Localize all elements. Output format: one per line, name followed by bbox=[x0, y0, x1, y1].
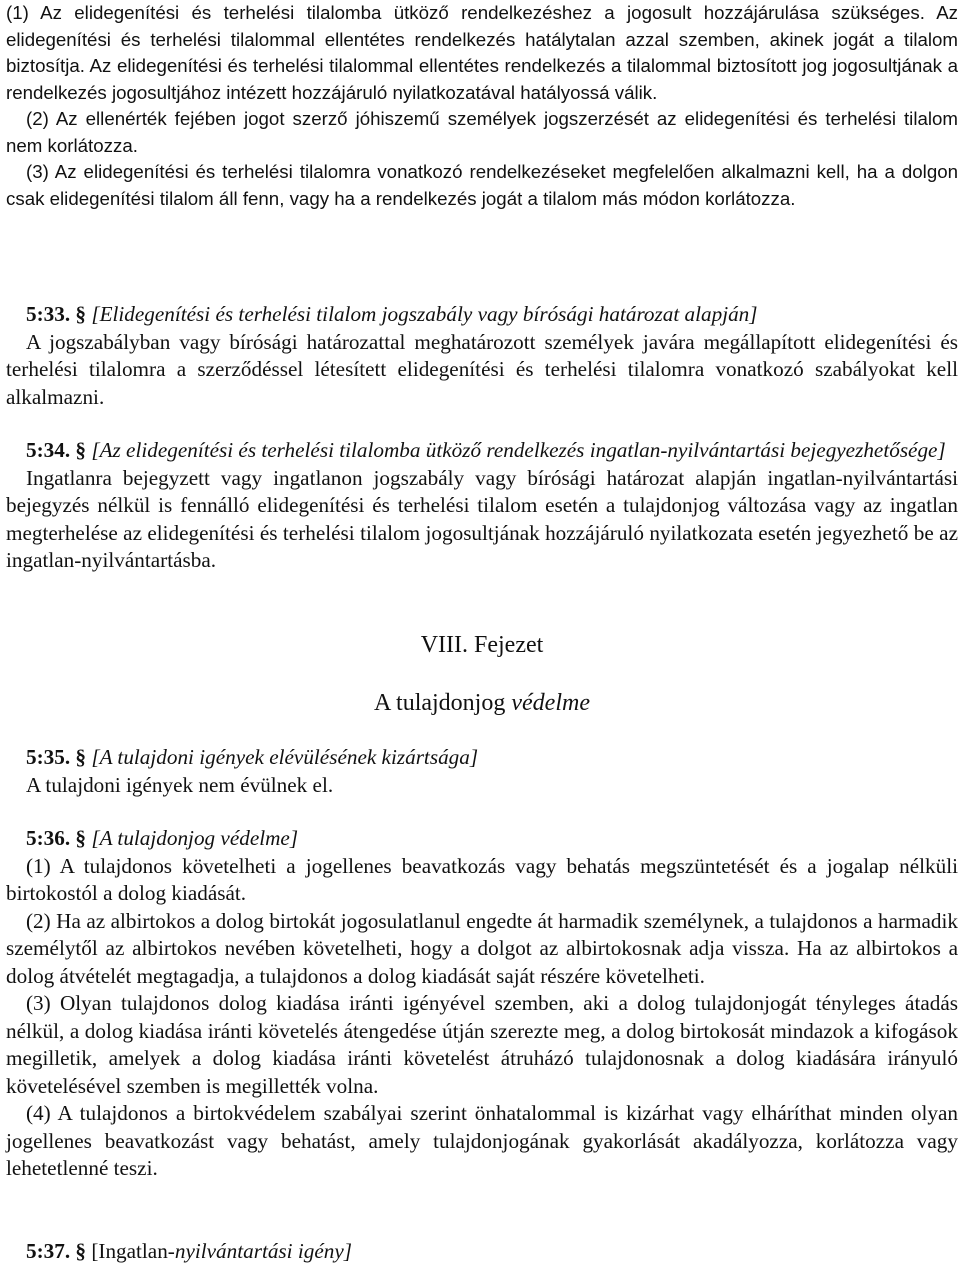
section-heading bbox=[6, 825, 958, 853]
paragraph-4: (4) A tulajdonos a birtokvédelem szabályai szerint önhatalommal is kizárhat vagy elháríthat minden olyan jogellenes beavatkozást vagy behatást, amely tulajdonjogának gyakorlását akadályozza, korlátozza vagy lehetetlenné teszi. bbox=[6, 1101, 958, 1180]
paragraph-1: (1) Az elidegenítési és terhelési tilalomba ütköző rendelkezéshez a jogosult hozzájárulása szükséges. Az elidegenítési és terhelési tilalommal ellentétes rendelkezés hatálytalan azzal szemben, akinek jogát a tilalom biztosítja. Az elidegenítési és terhelési tilalommal ellentétes rendelkezés a tilalommal biztosított jog jogosultjának a rendelkezés jogosultjához intézett hozzájáruló nyilatkozatával hatályossá válik. bbox=[6, 2, 958, 103]
chapter-title-block bbox=[6, 688, 958, 718]
section-number: 5:33. § bbox=[26, 302, 87, 326]
section-number: 5:34. § bbox=[26, 438, 87, 462]
paragraph-3: (3) Az elidegenítési és terhelési tilalomra vonatkozó rendelkezéseket megfelelően alkalmazni kell, ha a dolgon csak elidegenítési tilalom áll fenn, vagy ha a rendelkezés jogát a tilalom más módon korlátozza. bbox=[6, 161, 958, 209]
section-title: [Az elidegenítési és terhelési tilalomba ütköző rendelkezés ingatlan-nyilvántartási bejegyezhetősége] bbox=[91, 438, 946, 462]
section-text: Ingatlanra bejegyzett vagy ingatlanon jogszabály vagy bírósági határozat alapján ingatlan-nyilvántartási bejegyzés nélkül is fennálló elidegenítési és terhelési tilalom esetén a tulajdonjog változása vagy az ingatlan megterhelése az elidegenítési és terhelési tilalom jogosultjának hozzájáruló nyilatkozata esetén jegyezhető be az ingatlan-nyilvántartásba. bbox=[6, 465, 958, 572]
paragraph-2: (2) Az ellenérték fejében jogot szerző jóhiszemű személyek jogszerzését az elidegenítési és terhelési tilalom nem korlátozza. bbox=[6, 108, 958, 156]
section-heading bbox=[6, 301, 958, 329]
section-title: [Elidegenítési és terhelési tilalom jogszabály vagy bírósági határozat alapján] bbox=[91, 302, 758, 326]
section-5-33 bbox=[6, 301, 958, 411]
section-5-36 bbox=[6, 825, 958, 1183]
section-heading bbox=[6, 744, 958, 772]
section-number: 5:37. § bbox=[26, 1239, 87, 1263]
section-number: 5:35. § bbox=[26, 745, 87, 769]
chapter-heading bbox=[6, 630, 958, 660]
section-title: [A tulajdoni igények elévülésének kizártsága] bbox=[91, 745, 479, 769]
chapter-number: VIII. Fejezet bbox=[420, 632, 544, 658]
paragraph-1: (1) A tulajdonos követelheti a jogellenes beavatkozás vagy behatás megszüntetését és a jogalap nélküli birtokostól a dolog kiadását. bbox=[6, 853, 958, 905]
section-5-32-continuation bbox=[6, 0, 958, 212]
section-5-35 bbox=[6, 744, 958, 799]
section-5-37 bbox=[6, 1238, 958, 1266]
section-text: A tulajdoni igények nem évülnek el. bbox=[26, 772, 334, 797]
section-heading: 5:37. § [Ingatlan-nyilvántartási igény] bbox=[26, 1239, 352, 1263]
paragraph-2: (2) Ha az albirtokos a dolog birtokát jogosulatlanul engedte át harmadik személynek, a tulajdonos a harmadik személytől az albirtokos nevében követelheti, hogy a dolgot az albirtokosnak adja vissza. Ha az albirtokos a dolog átvételét megtagadja, a tulajdonos a dolog kiadását saját részére követelheti. bbox=[6, 908, 958, 988]
section-number: 5:36. § bbox=[26, 826, 87, 850]
chapter-title: A tulajdonjog védelme bbox=[374, 690, 590, 716]
section-title: [A tulajdonjog védelme] bbox=[91, 826, 299, 850]
section-heading bbox=[6, 437, 958, 465]
paragraph-3: (3) Olyan tulajdonos dolog kiadása iránti igényével szemben, aki a dolog tulajdonjogát tényleges átadás nélkül, a dolog kiadása iránti követelés átengedése útján szerezte meg, a dolog birtokosát mindazok a kifogások megilletik, amelyek a dolog kiadása iránti követelést átruházó tulajdonosnak a dolog kiadására irányuló követelésével szemben is megillették volna. bbox=[6, 991, 958, 1098]
section-5-34 bbox=[6, 437, 958, 575]
section-text: A jogszabályban vagy bírósági határozattal meghatározott személyek javára megállapított elidegenítési és terhelési tilalomra a szerződéssel létesített elidegenítési és terhelési tilalomra vonatkozó szabályokat kell alkalmazni. bbox=[6, 329, 958, 409]
